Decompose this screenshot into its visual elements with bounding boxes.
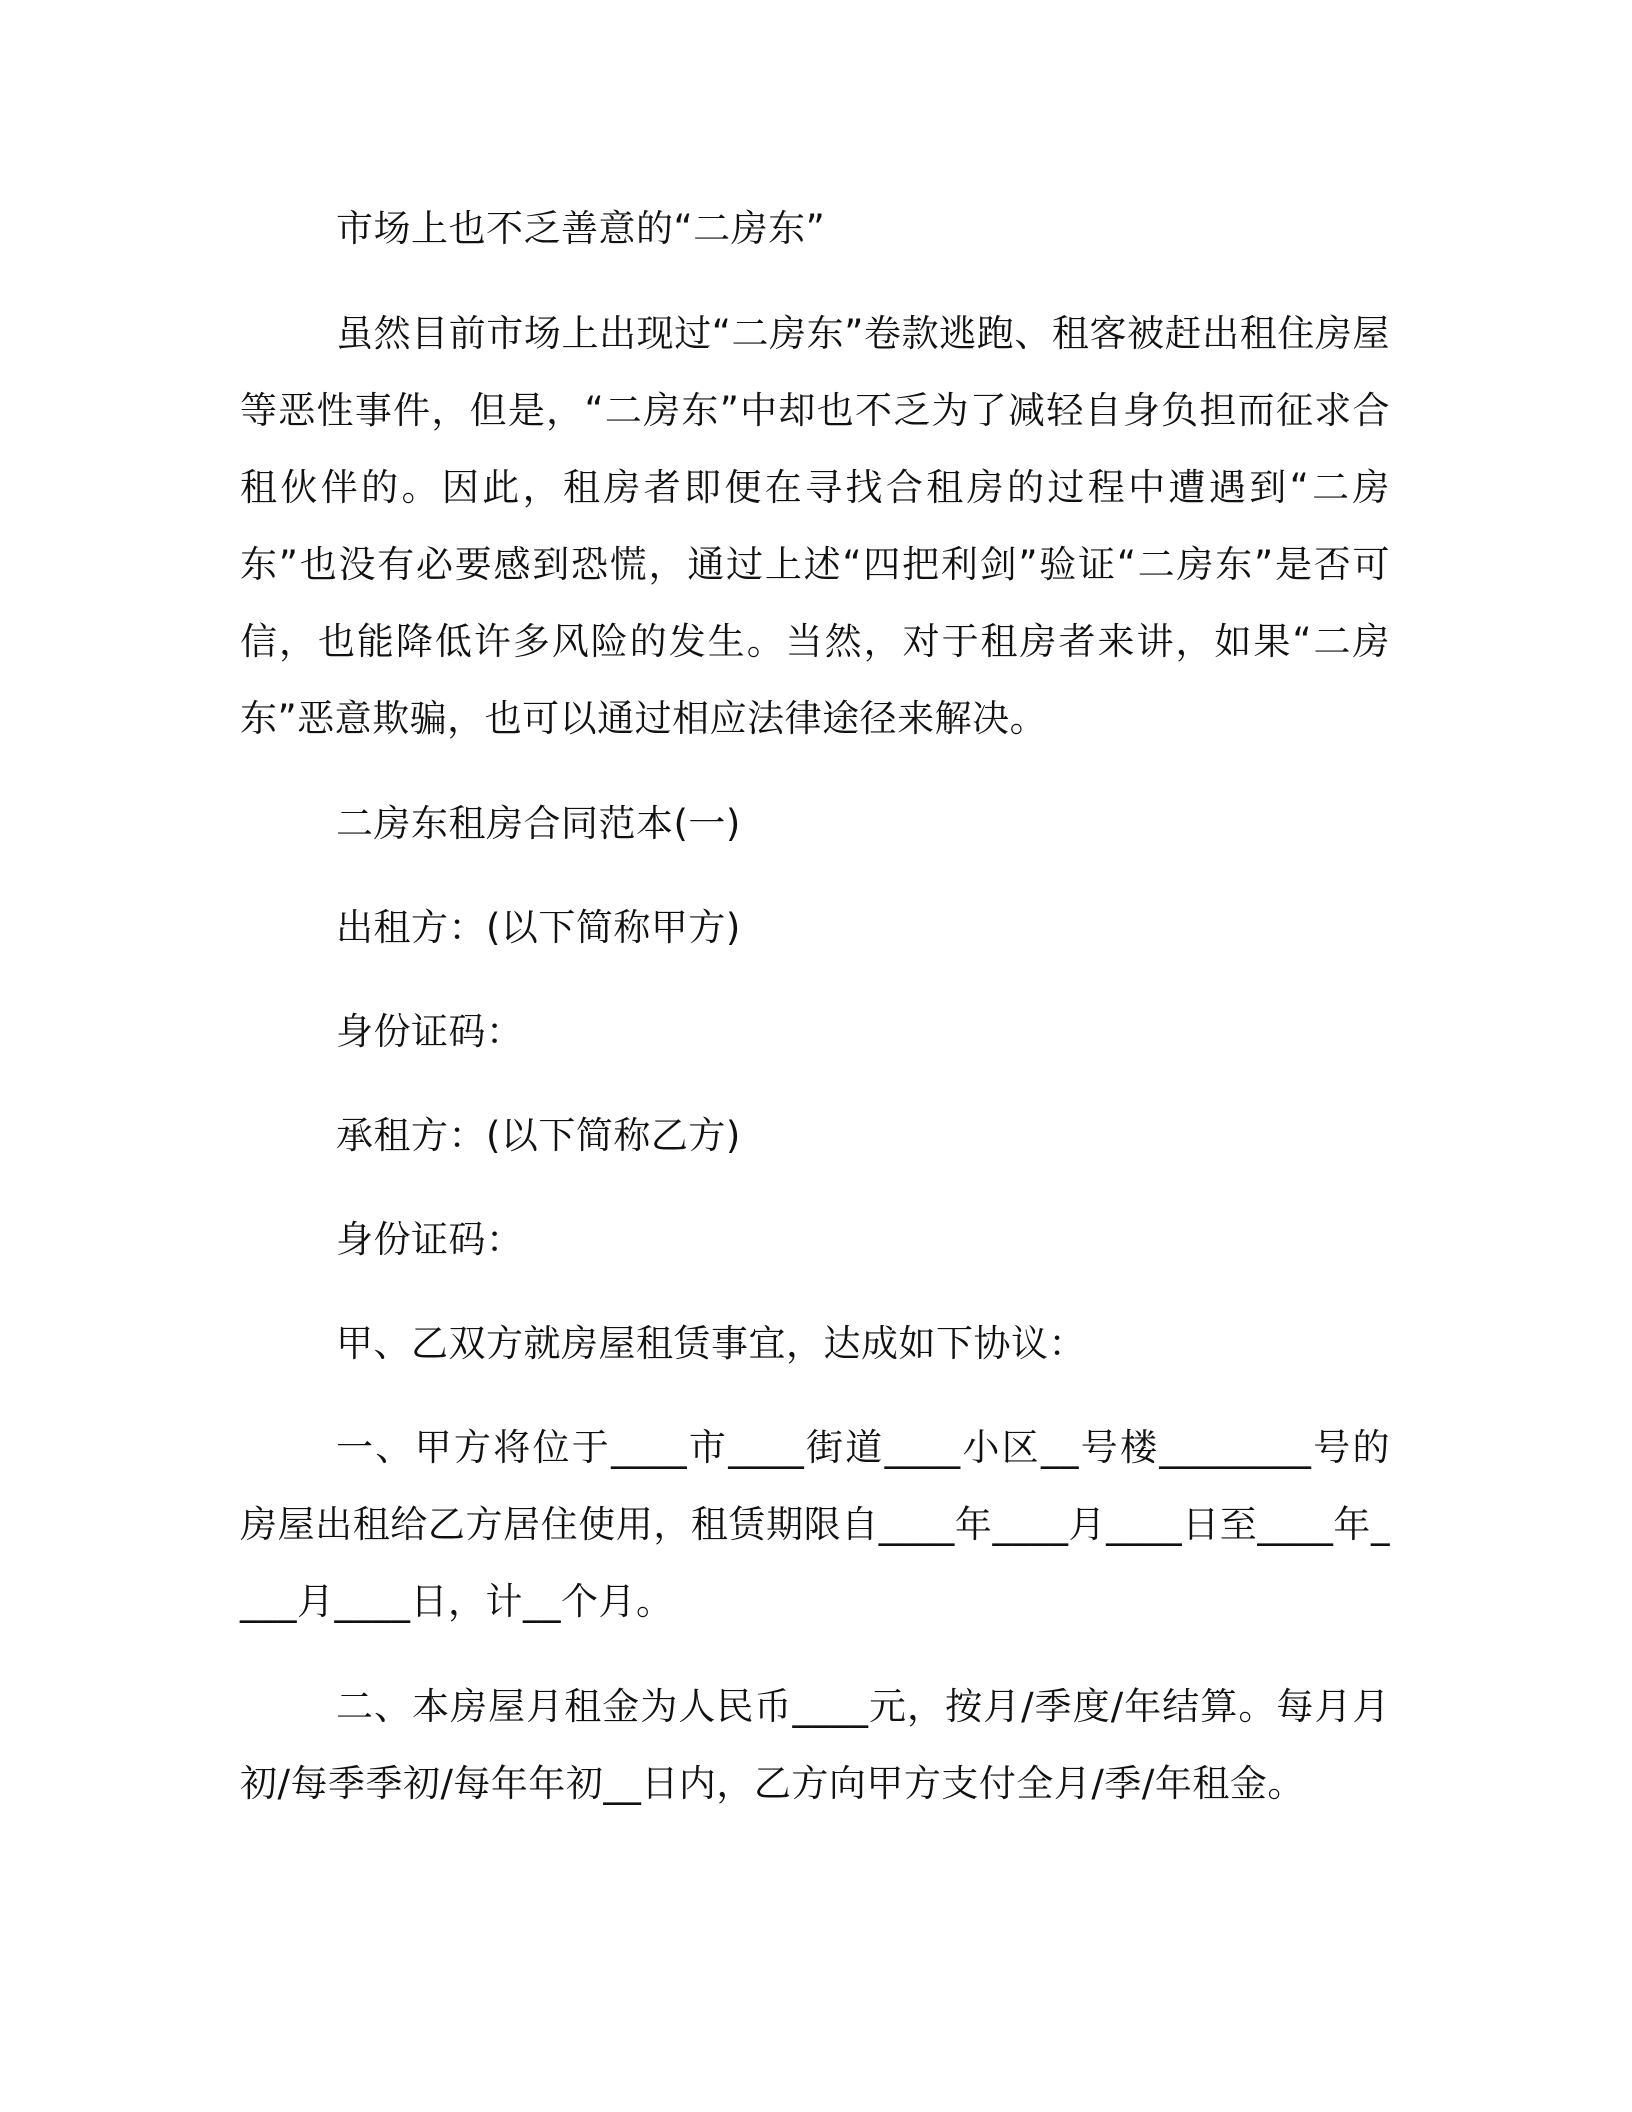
agreement-intro: 甲、乙双方就房屋租赁事宜，达成如下协议： (336, 1322, 1086, 1365)
lessee-line: 承租方：(以下简称乙方) (336, 1114, 741, 1157)
lessor-id-line: 身份证码： (336, 1010, 524, 1053)
lessor-line: 出租方：(以下简称甲方) (336, 906, 741, 949)
document-page (240, 190, 1390, 1822)
clause-one: 一、甲方将位于____市____街道____小区__号楼________号的房屋出租给乙方居住使用，租赁期限自____年____月____日至____年____月____日，计__个月。 (240, 1426, 1390, 1623)
paragraph-heading-goodwill: 市场上也不乏善意的“二房东” (336, 207, 826, 250)
lessee-id-line: 身份证码： (336, 1218, 524, 1261)
paragraph-body-intro: 虽然目前市场上出现过“二房东”卷款逃跑、租客被赶出租住房屋等恶性事件，但是，“二房东”中却也不乏为了减轻自身负担而征求合租伙伴的。因此，租房者即便在寻找合租房的过程中遭遇到“二房东”也没有必要感到恐慌，通过上述“四把利剑”验证“二房东”是否可信，也能降低许多风险的发生。当然，对于租房者来讲，如果“二房东”恶意欺骗，也可以通过相应法律途径来解决。 (240, 312, 1390, 740)
clause-two: 二、本房屋月租金为人民币____元，按月/季度/年结算。每月月初/每季季初/每年年初__日内，乙方向甲方支付全月/季/年租金。 (240, 1685, 1390, 1805)
contract-title: 二房东租房合同范本(一) (336, 802, 741, 845)
